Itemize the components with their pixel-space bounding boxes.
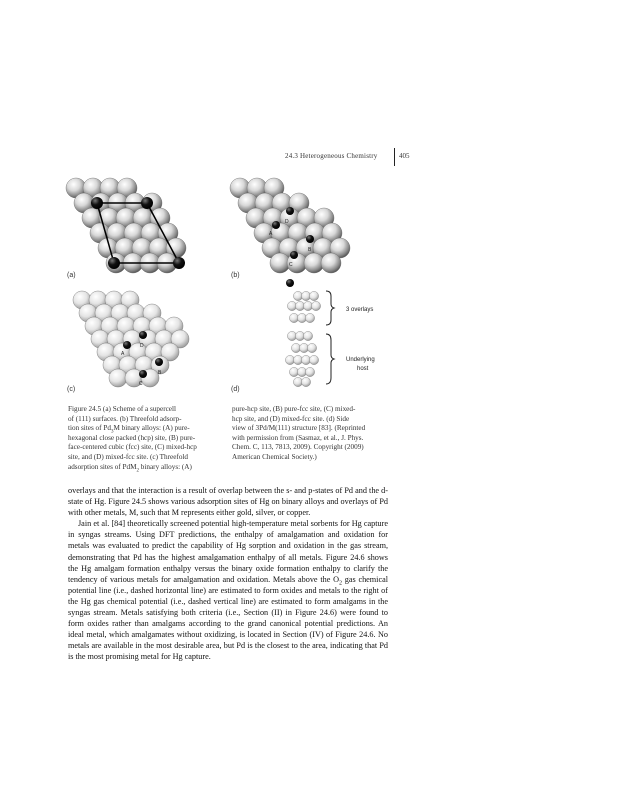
caption-line: hcp site, and (D) mixed-fcc site. (d) Side — [232, 414, 350, 423]
underlying-label: Underlying — [346, 357, 375, 363]
caption-line: pure-hcp site, (B) pure-fcc site, (C) mixed- — [232, 405, 356, 413]
side-view-atom — [305, 313, 314, 322]
paragraph-2-part-b: gas chemical potential line (i.e., dashed horizontal line) are estimated to form oxides and metals to the right of the Hg gas chemical potential (i.e., dashed vertical line) are estimated to form amalgams in the syngas stream. Metals satisfying both criteria (i.e., Section (II) in Figure 24.6) were found to form oxides rather than amalgams according to the grand canonical potential predictions. An ideal metal, which amalgamates without oxidizing, is located in Section (IV) of Figure 24.6. No metals are available in the most desirable area, but Pd is the closest to the area, indicating that Pd is the most promising metal for Hg capture. — [68, 574, 388, 662]
panel-label-c: (c) — [67, 386, 76, 393]
host-brace — [326, 334, 334, 384]
site-label-c-a: A — [121, 351, 125, 357]
figure-panel-c — [64, 282, 214, 392]
paragraph-1: overlays and that the interaction is a result of overlap between the s- and p-states of Pd and the d-state of Hg. Figure 24.5 shows various adsorption sites of Hg on binary alloys and overlays of Pd with other metals, M, such that M represents either gold, silver, or copper. — [68, 486, 388, 518]
hg-adsorbate — [155, 358, 163, 366]
side-view-atom — [309, 291, 318, 300]
panel-label-b: (b) — [231, 272, 240, 279]
side-view-atom — [303, 331, 312, 340]
caption-line: with permission from (Sasmaz, et al., J. Phys. — [232, 433, 364, 442]
panel-b-atoms — [230, 178, 350, 273]
corner-atom — [173, 257, 185, 269]
page-number: 405 — [399, 152, 410, 160]
caption-line: binary alloys: (A) — [139, 462, 192, 471]
side-view-atom — [301, 377, 310, 386]
lattice-atom — [109, 369, 127, 387]
body-text — [68, 485, 388, 663]
panel-c-lattice — [64, 282, 214, 392]
panel-label-d: (d) — [231, 386, 240, 393]
panel-label-a: (a) — [67, 272, 76, 279]
panel-d-side-view — [228, 278, 388, 393]
figure-panel-d — [228, 278, 388, 393]
caption-line: tion sites of Pd — [68, 424, 111, 433]
caption-line: of (111) surfaces. (b) Threefold adsorp- — [68, 414, 182, 423]
caption-line: Chem. C, 113, 7813, 2009). Copyright (2009) — [232, 443, 364, 452]
caption-line: American Chemical Society.) — [232, 452, 317, 461]
caption-line: hexagonal close packed (hcp) site, (B) pure- — [68, 433, 196, 442]
hg-adsorbate — [139, 331, 147, 339]
hg-adsorbate — [286, 207, 294, 215]
caption-subscript: 3 — [110, 429, 114, 435]
side-view-atom — [305, 367, 314, 376]
caption-subscript: 2 — [136, 468, 139, 473]
site-label-b-b: B — [308, 247, 312, 253]
corner-atom — [141, 197, 153, 209]
figure-panel-a — [64, 168, 214, 278]
header-rule — [394, 148, 395, 166]
site-label-c-d: D — [140, 343, 144, 349]
panel-c-atoms — [73, 291, 189, 387]
hg-adsorbate — [286, 279, 294, 287]
figure-panel-b — [228, 168, 378, 278]
site-label-c-c: C — [139, 381, 143, 387]
running-title: 24.3 Heterogeneous Chemistry — [285, 152, 378, 160]
running-header — [0, 148, 618, 168]
caption-line: site, and (D) mixed-fcc site. (c) Threefold — [68, 452, 189, 461]
side-view-atom — [309, 355, 318, 364]
overlays-label: 3 overlays — [346, 307, 374, 313]
panel-b-lattice — [228, 168, 378, 278]
panel-a-lattice — [64, 168, 214, 278]
corner-atom — [108, 257, 120, 269]
side-view-atom — [307, 343, 316, 352]
site-label-c-b: B — [158, 370, 162, 376]
figure-caption-right — [232, 405, 392, 463]
host-label: host — [357, 366, 369, 372]
caption-line: Figure 24.5 (a) Scheme of a supercell — [68, 405, 176, 413]
site-label-b-c: C — [289, 262, 293, 268]
hg-adsorbate — [123, 341, 131, 349]
site-label-b-d: D — [285, 219, 289, 225]
hg-adsorbate — [272, 221, 280, 229]
caption-line: adsorption sites of PdM — [68, 462, 137, 471]
lattice-atom — [321, 253, 341, 273]
overlays-brace — [326, 291, 334, 325]
corner-atom — [91, 197, 103, 209]
caption-line: M binary alloys: (A) pure- — [113, 424, 190, 433]
paragraph-2-part-a: Jain et al. [84] theoretically screened potential high-temperature metal sorbents for Hg capture in syngas streams. Using DFT predictions, the enthalpy of amalgamation and oxidation for metals was evaluated to predict the capability of Hg sorption and oxidation in the gas stream, demonstrating that Pd has the highest amalgamation enthalpy of all metals. Figure 24.6 shows the Hg amalgam formation enthalpy versus the binary oxide formation enthalpy to clarify the tendency of various metals for amalgamation and oxidation. Metals above the O — [68, 519, 388, 584]
side-view-atom — [311, 301, 320, 310]
panel-d-atoms — [285, 291, 320, 386]
hg-adsorbate — [139, 370, 147, 378]
caption-line: face-centered cubic (fcc) site, (C) mixed-hcp — [68, 443, 197, 452]
caption-line: view of 3Pd/M(111) structure [83]. (Reprinted — [232, 424, 366, 433]
figure-caption-left — [68, 405, 218, 472]
o2-subscript: 2 — [339, 580, 342, 587]
site-label-b-a: A — [269, 231, 273, 237]
hg-adsorbate — [290, 251, 298, 259]
paragraph-2 — [68, 518, 388, 662]
hg-adsorbate — [306, 235, 314, 243]
panel-a-atoms — [66, 178, 186, 273]
